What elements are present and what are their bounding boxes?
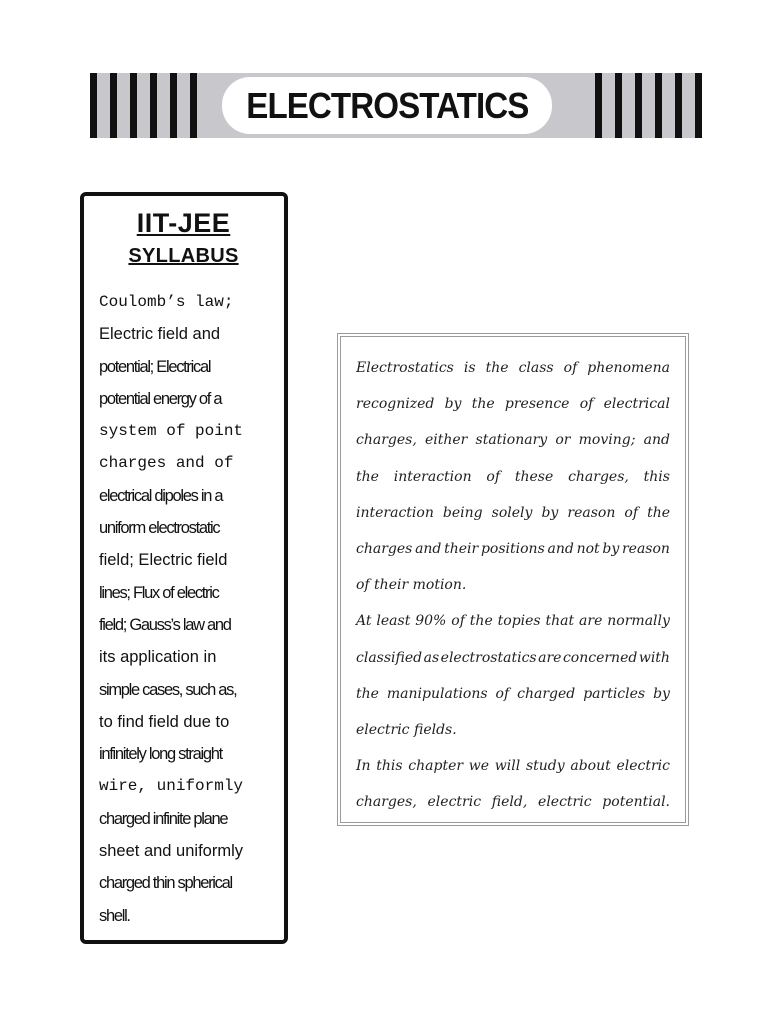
syllabus-heading: IIT-JEE: [136, 208, 231, 238]
description-line: charges, electric field, electric potential.: [356, 794, 670, 811]
description-line: the interaction of these charges, this: [356, 468, 670, 485]
syllabus-line: lines; Flux of electric: [99, 583, 219, 602]
chapter-title: ELECTROSTATICS: [245, 84, 529, 126]
syllabus-line: field; Electric field: [99, 551, 228, 570]
syllabus-line: potential energy of a: [99, 389, 222, 408]
syllabus-line: charges and of: [99, 454, 234, 473]
syllabus-line: simple cases, such as,: [99, 680, 237, 699]
syllabus-box: [80, 192, 288, 944]
syllabus-line: to find field due to: [99, 712, 230, 731]
syllabus-line: its application in: [99, 648, 217, 667]
syllabus-line: electrical dipoles in a: [99, 486, 223, 505]
banner-stripes-right: [595, 73, 702, 138]
syllabus-line: field; Gauss’s law and: [99, 615, 231, 634]
description-line: the manipulations of charged particles by: [356, 685, 670, 702]
syllabus-line: charged infinite plane: [99, 809, 228, 828]
description-line: In this chapter we will study about electric: [356, 758, 670, 775]
syllabus-line: shell.: [99, 906, 130, 925]
banner-stripes-left: [90, 73, 197, 138]
syllabus-line: wire, uniformly: [99, 777, 244, 796]
description-line: Electrostatics is the class of phenomena: [356, 360, 670, 376]
chapter-banner: [90, 73, 702, 138]
description-line: interaction being solely by reason of the: [356, 504, 670, 521]
description-line: charges, either stationary or moving; and: [356, 432, 670, 449]
syllabus-line: charged thin spherical: [99, 874, 232, 893]
description-line: charges and their positions and not by reason: [356, 540, 670, 557]
syllabus-line: Coulomb’s law;: [99, 293, 234, 311]
description-box: [337, 333, 689, 826]
syllabus-text: [99, 286, 274, 932]
banner-pill: [222, 77, 552, 134]
syllabus-line: sheet and uniformly: [99, 842, 243, 861]
description-text: [340, 336, 686, 823]
description-line: At least 90% of the topies that are normally: [356, 613, 670, 630]
description-line: classified as electrostatics are concerned with: [356, 649, 670, 666]
syllabus-line: system of point: [99, 422, 244, 441]
syllabus-line: Electric field and: [99, 325, 221, 344]
syllabus-line: infinitely long straight: [99, 745, 222, 764]
description-line: recognized by the presence of electrical: [356, 396, 670, 413]
syllabus-line: potential; Electrical: [99, 357, 211, 376]
syllabus-subheading: SYLLABUS: [128, 245, 239, 267]
description-line: of their motion.: [356, 577, 467, 594]
syllabus-line: uniform electrostatic: [99, 519, 220, 538]
description-line: electric fields.: [356, 721, 457, 738]
